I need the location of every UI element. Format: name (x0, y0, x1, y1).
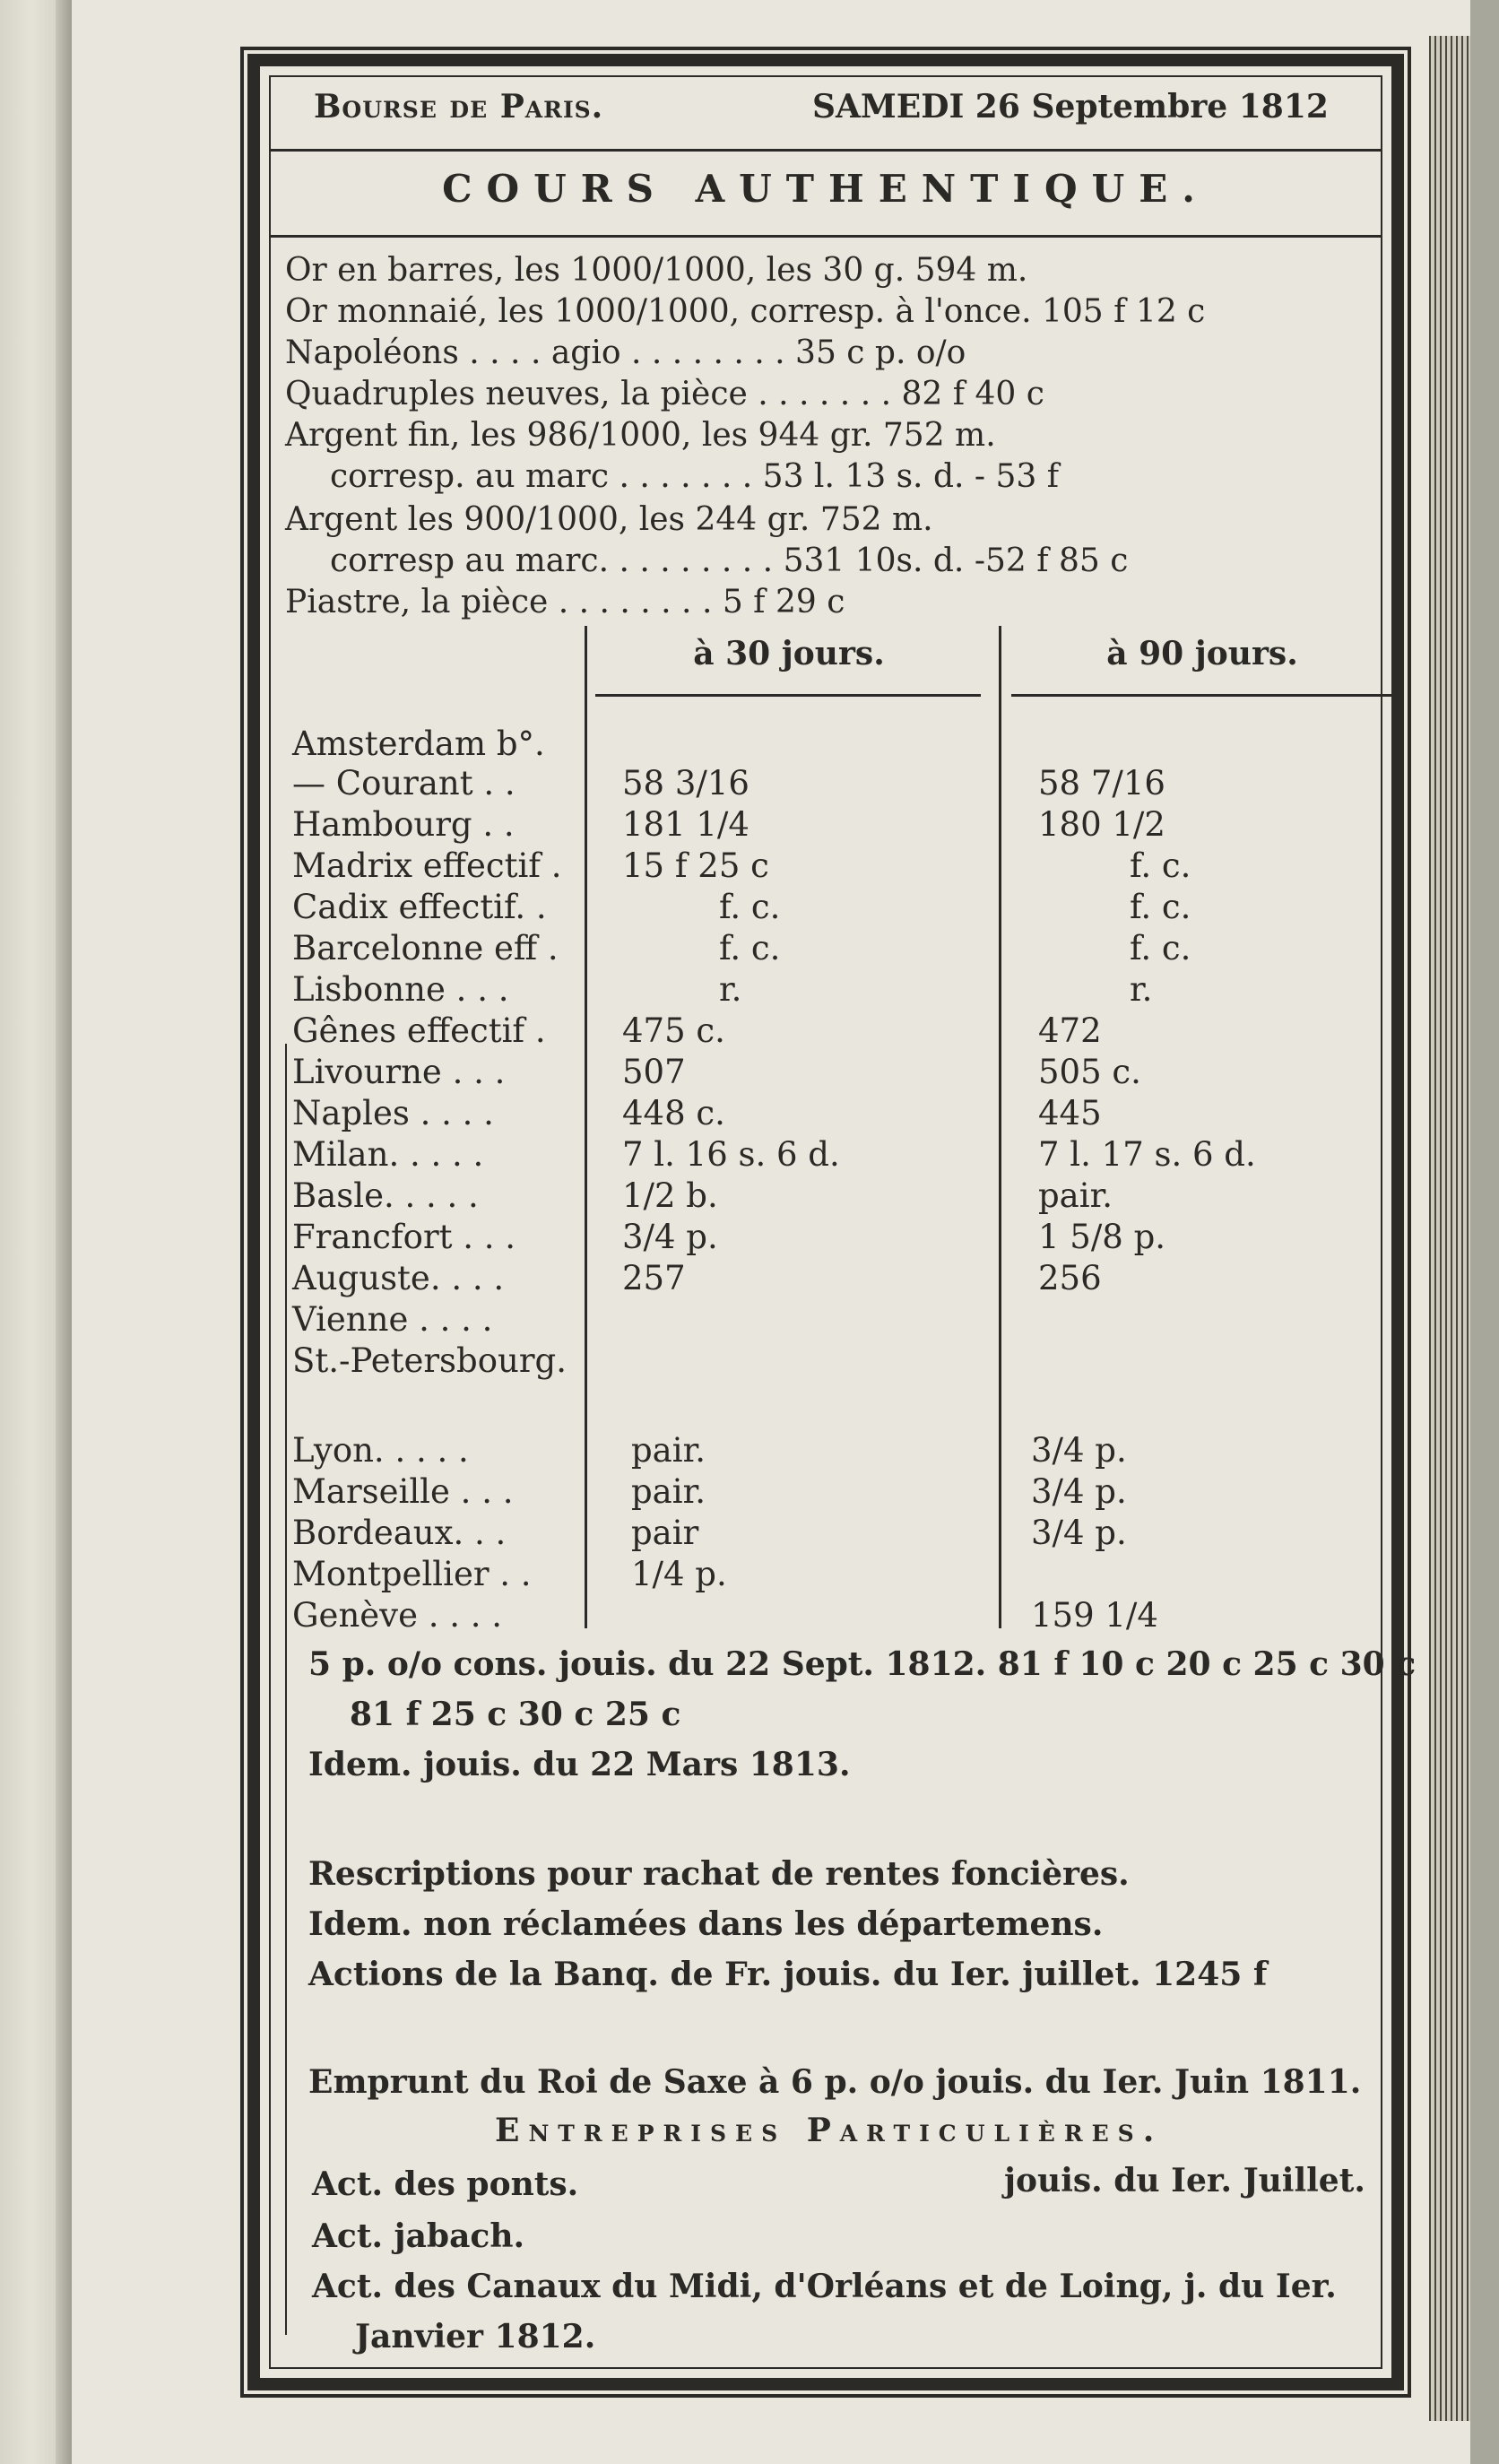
exchange-value-90: 180 1/2 (1038, 805, 1165, 844)
exchange-city: Livourne . . . (292, 1053, 506, 1091)
title-rule (269, 235, 1382, 238)
exchange-value-30: 3/4 p. (622, 1218, 718, 1256)
act-jabach: Act. jabach. (312, 2217, 525, 2255)
rescriptions-idem: Idem. non réclamées dans les départemens. (308, 1905, 1104, 1943)
frame-bottom-rule (247, 2378, 1404, 2390)
exchange-value-30: 7 l. 16 s. 6 d. (622, 1135, 840, 1174)
exchange-city: Barcelonne eff . (292, 929, 559, 967)
exchange-value-90: 159 1/4 (1031, 1596, 1158, 1635)
page-title: COURS AUTHENTIQUE. (442, 167, 1209, 211)
exchange-city: Francfort . . . (292, 1218, 516, 1256)
entreprises-heading: Entreprises Particulières. (495, 2112, 1164, 2149)
exchange-value-30: f. c. (719, 888, 781, 926)
exchange-value-30: 181 1/4 (622, 805, 750, 844)
exchange-value-30: 58 3/16 (622, 764, 750, 803)
exchange-city: — Courant . . (292, 764, 516, 803)
exchange-value-90: 3/4 p. (1031, 1472, 1127, 1511)
exchange-city: Basle. . . . . (292, 1176, 479, 1215)
exchange-value-90: 472 (1038, 1011, 1102, 1050)
exchange-value-90: 3/4 p. (1031, 1431, 1127, 1470)
act-canaux-date: Janvier 1812. (355, 2318, 596, 2356)
exchange-city: Lisbonne . . . (292, 970, 509, 1009)
frame-left-rule (247, 54, 260, 2390)
exchange-value-30: f. c. (719, 929, 781, 967)
metal-argent-900: Argent les 900/1000, les 244 gr. 752 m. (285, 501, 933, 538)
exchange-value-30: 15 f 25 c (622, 846, 769, 885)
left-inner-rule (285, 1044, 287, 2335)
exchange-city: Gênes effectif . (292, 1011, 546, 1050)
exchange-city: Hambourg . . (292, 805, 515, 844)
exchange-value-30: 507 (622, 1053, 686, 1091)
exchange-value-30: pair. (631, 1431, 706, 1470)
exchange-city: Naples . . . . (292, 1094, 494, 1132)
exchange-city: Amsterdam b°. (292, 724, 545, 763)
exchange-value-90: r. (1130, 970, 1153, 1009)
column-head-rule-30 (595, 694, 981, 697)
column-divider-1 (585, 626, 587, 1628)
exchange-value-30: pair. (631, 1472, 706, 1511)
exchange-city: Cadix effectif. . (292, 888, 547, 926)
column-head-30-jours: à 30 jours. (693, 635, 885, 672)
exchange-city: Madrix effectif . (292, 846, 562, 885)
exchange-value-30: 448 c. (622, 1094, 725, 1132)
exchange-city: Milan. . . . . (292, 1135, 484, 1174)
exchange-city: Bordeaux. . . (292, 1514, 507, 1552)
exchange-value-30: pair (631, 1514, 699, 1552)
exchange-value-90: pair. (1038, 1176, 1113, 1215)
exchange-value-30: 257 (622, 1259, 686, 1297)
rentes-idem: Idem. jouis. du 22 Mars 1813. (308, 1746, 851, 1783)
metal-or-barres: Or en barres, les 1000/1000, les 30 g. 594 m. (285, 252, 1028, 289)
header-rule (269, 149, 1382, 152)
act-canaux: Act. des Canaux du Midi, d'Orléans et de Loing, j. du Ier. (312, 2268, 1337, 2305)
exchange-city: Auguste. . . . (292, 1259, 505, 1297)
frame-right-rule (1391, 54, 1404, 2390)
exchange-city: Vienne . . . . (292, 1300, 493, 1339)
exchange-value-90: f. c. (1130, 929, 1191, 967)
exchange-value-90: 256 (1038, 1259, 1102, 1297)
exchange-city: Lyon. . . . . (292, 1431, 469, 1470)
exchange-value-90: f. c. (1130, 888, 1191, 926)
exchange-value-90: f. c. (1130, 846, 1191, 885)
metal-piastre: Piastre, la pièce . . . . . . . . 5 f 29 c (285, 584, 845, 620)
exchange-value-90: 505 c. (1038, 1053, 1141, 1091)
exchange-value-90: 1 5/8 p. (1038, 1218, 1166, 1256)
exchange-value-90: 58 7/16 (1038, 764, 1165, 803)
metal-argent-fin: Argent fin, les 986/1000, les 944 gr. 752 m. (285, 417, 996, 454)
actions-banque: Actions de la Banq. de Fr. jouis. du Ier. juillet. 1245 f (308, 1956, 1268, 1993)
book-gutter (56, 0, 72, 2464)
column-divider-2 (999, 626, 1001, 1628)
act-ponts: Act. des ponts. (312, 2165, 579, 2203)
exchange-city: Montpellier . . (292, 1555, 532, 1593)
exchange-value-30: 475 c. (622, 1011, 725, 1050)
exchange-value-30: r. (719, 970, 742, 1009)
exchange-value-30: 1/2 b. (622, 1176, 718, 1215)
header-date: SAMEDI 26 Septembre 1812 (812, 88, 1329, 126)
metal-or-monnaie: Or monnaié, les 1000/1000, corresp. à l'once. 105 f 12 c (285, 293, 1206, 330)
exchange-value-90: 7 l. 17 s. 6 d. (1038, 1135, 1256, 1174)
rescriptions: Rescriptions pour rachat de rentes foncières. (308, 1855, 1130, 1893)
exchange-value-90: 445 (1038, 1094, 1102, 1132)
act-ponts-jouis: jouis. du Ier. Juillet. (1004, 2162, 1365, 2199)
emprunt-saxe: Emprunt du Roi de Saxe à 6 p. o/o jouis. du Ier. Juin 1811. (308, 2063, 1362, 2101)
metal-argent-fin-marc: corresp. au marc . . . . . . . 53 l. 13 s. d. - 53 f (330, 458, 1060, 495)
page-edges (1429, 36, 1470, 2421)
exchange-value-90: 3/4 p. (1031, 1514, 1127, 1552)
frame-top-rule (247, 54, 1404, 66)
rentes-5pct-cont: 81 f 25 c 30 c 25 c (350, 1696, 681, 1733)
exchange-value-30: 1/4 p. (631, 1555, 727, 1593)
column-head-90-jours: à 90 jours. (1106, 635, 1298, 672)
exchange-city: St.-Petersbourg. (292, 1341, 567, 1380)
column-head-rule-90 (1011, 694, 1395, 697)
metal-quadruples: Quadruples neuves, la pièce . . . . . . . 82 f 40 c (285, 376, 1044, 412)
metal-argent-900-marc: corresp au marc. . . . . . . . . 531 10s. d. -52 f 85 c (330, 542, 1129, 579)
exchange-city: Marseille . . . (292, 1472, 514, 1511)
header-bourse: Bourse de Paris. (314, 88, 604, 126)
rentes-5pct: 5 p. o/o cons. jouis. du 22 Sept. 1812. 81 f 10 c 20 c 25 c 30 c (308, 1645, 1417, 1683)
metal-napoleons: Napoléons . . . . agio . . . . . . . . 35 c p. o/o (285, 334, 966, 371)
exchange-city: Genève . . . . (292, 1596, 503, 1635)
